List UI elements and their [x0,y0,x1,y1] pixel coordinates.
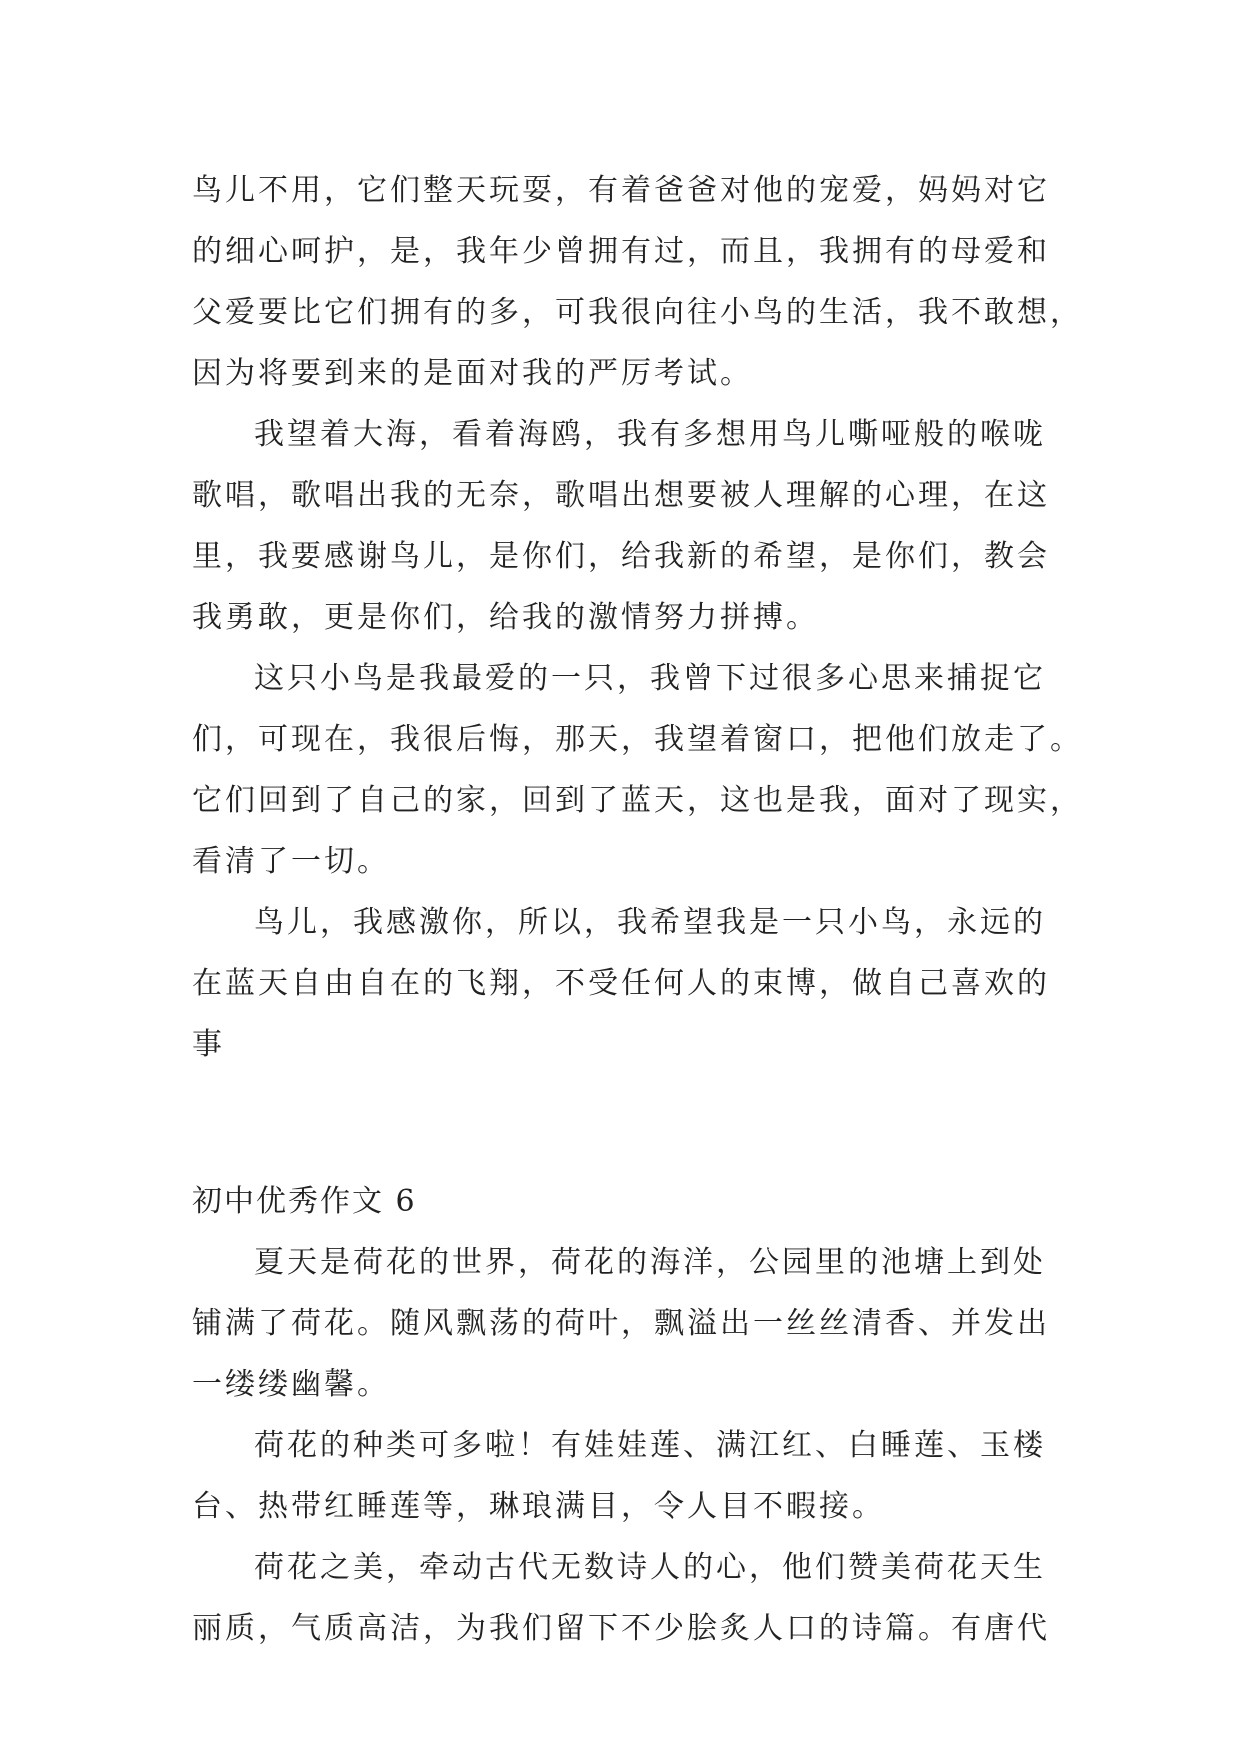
text-line: 父爱要比它们拥有的多，可我很向往小鸟的生活，我不敢想， [192,295,1083,330]
paragraph [192,404,1056,648]
text-line: 它们回到了自己的家，回到了蓝天，这也是我，面对了现实， [192,783,1083,818]
text-line: 们，可现在，我很后悔，那天，我望着窗口，把他们放走了。 [192,722,1083,757]
paragraph [192,1232,1056,1415]
paragraph [192,648,1083,892]
text-line: 鸟儿不用，它们整天玩耍，有着爸爸对他的宠爱，妈妈对它 [192,173,1050,208]
text-line: 这只小鸟是我最爱的一只，我曾下过很多心思来捕捉它 [254,661,1046,696]
text-line: 荷花的种类可多啦！有娃娃莲、满江红、白睡莲、玉楼 [254,1428,1046,1463]
text-line: 夏天是荷花的世界，荷花的海洋，公园里的池塘上到处 [254,1245,1046,1280]
text-line: 荷花之美，牵动古代无数诗人的心，他们赞美荷花天生 [254,1550,1046,1585]
text-line: 因为将要到来的是面对我的严厉考试。 [192,356,753,391]
text-line: 一缕缕幽馨。 [192,1367,390,1402]
text-line: 里，我要感谢鸟儿，是你们，给我新的希望，是你们，教会 [192,539,1050,574]
essay-title: 初中优秀作文 6 [192,1184,417,1219]
text-line: 的细心呵护，是，我年少曾拥有过，而且，我拥有的母爱和 [192,234,1050,269]
text-line: 看清了一切。 [192,844,390,879]
text-line: 事 [192,1027,225,1062]
paragraph [192,1415,1056,1537]
text-line: 歌唱，歌唱出我的无奈，歌唱出想要被人理解的心理，在这 [192,478,1050,513]
text-line: 丽质，气质高洁，为我们留下不少脍炙人口的诗篇。有唐代 [192,1611,1050,1646]
text-line: 台、热带红睡莲等，琳琅满目，令人目不暇接。 [192,1489,885,1524]
text-line: 铺满了荷花。随风飘荡的荷叶，飘溢出一丝丝清香、并发出 [192,1306,1050,1341]
document-body [192,160,1083,1659]
text-line: 在蓝天自由自在的飞翔，不受任何人的束博，做自己喜欢的 [192,966,1050,1001]
text-line: 我望着大海，看着海鸥，我有多想用鸟儿嘶哑般的喉咙 [254,417,1046,452]
paragraph [192,160,1083,404]
paragraph [192,1537,1056,1659]
text-line: 鸟儿，我感激你，所以，我希望我是一只小鸟，永远的 [254,905,1046,940]
paragraph [192,892,1056,1075]
text-line: 我勇敢，更是你们，给我的激情努力拼搏。 [192,600,819,635]
